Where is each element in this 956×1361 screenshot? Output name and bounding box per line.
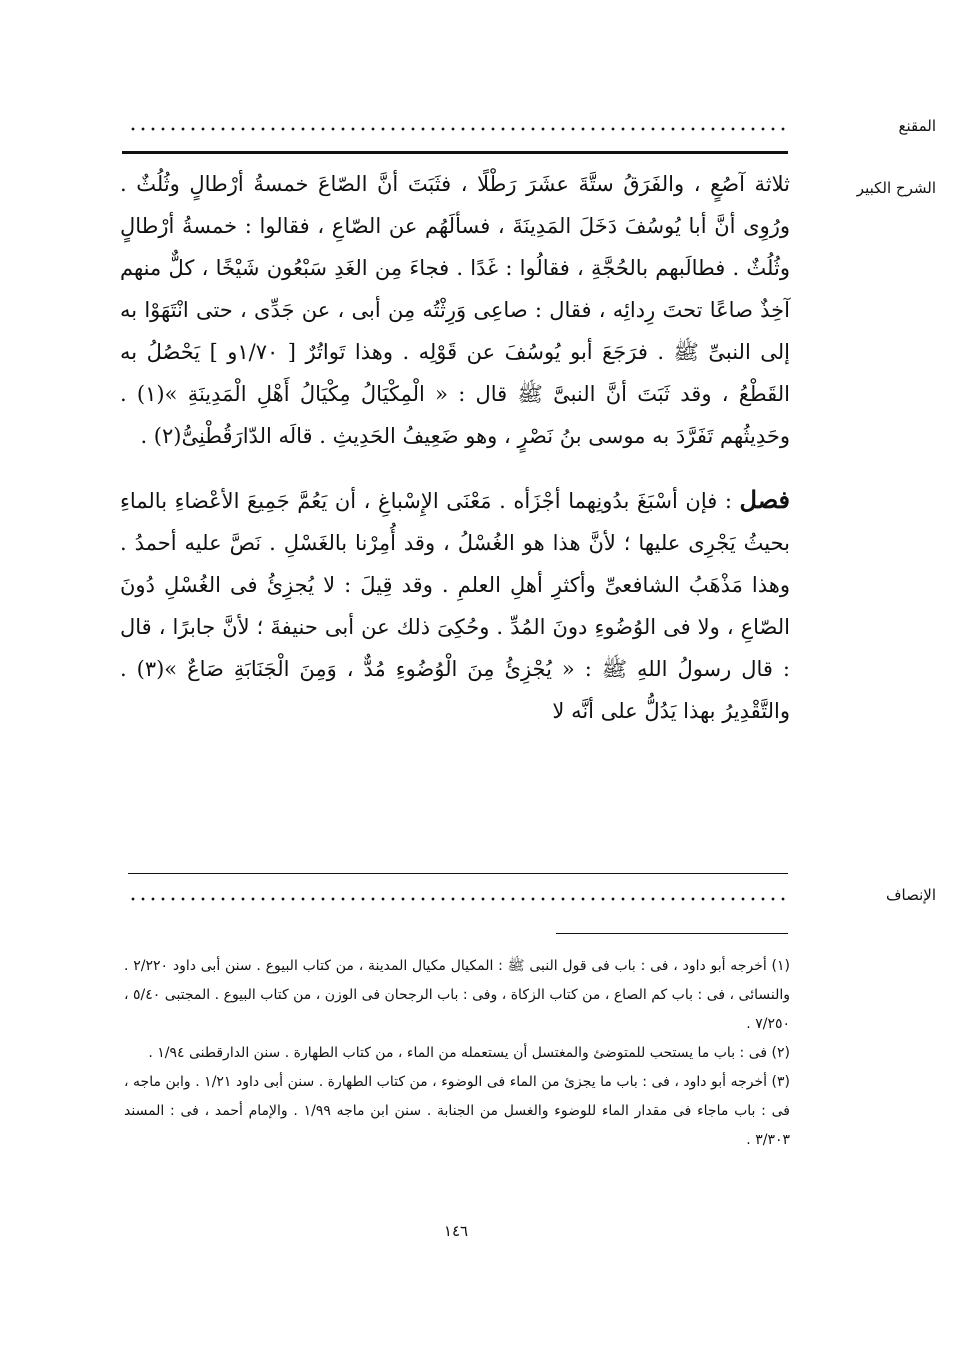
page-number: ١٤٦ — [443, 1222, 469, 1240]
footnote-1: (١) أخرجه أبو داود ، فى : باب فى قول النبى ﷺ : المكيال مكيال المدينة ، من كتاب البيوع . سنن أبى داود ٢/٢٢٠ . والنسائى ، فى : باب كم الصاع ، من كتاب الزكاة ، وفى : باب الرجحان فى الوزن ، من كتاب البيوع . المجتبى ٥/٤٠ ، ٧/٢٥٠ . — [124, 958, 791, 1032]
footnote-3: (٣) أخرجه أبو داود ، فى : باب ما يجزئ من الماء فى الوضوء ، من كتاب الطهارة . سنن أبى داود ١/٢١ . وابن ماجه ، فى : باب ماجاء فى مقدار الماء للوضوء والغسل من الجنابة . سنن ابن ماجه ١/٩٩ . والإمام أحمد ، فى : المسند ٣/٣٠٣ . — [124, 1074, 790, 1148]
muqni-dotted-line — [128, 127, 788, 131]
footnote-separator — [556, 933, 788, 934]
footnotes — [124, 952, 790, 1155]
main-text-bottom-rule — [128, 873, 788, 874]
insaf-dotted-line — [128, 897, 788, 901]
paragraph-1: ثلاثة آصُعٍ ، والفَرَقُ ستَّةَ عشَرَ رَطْلًا ، فثَبَتَ أنَّ الصّاعَ خمسةُ أرْطالٍ وثُلُثٌ . ورُوِى أنَّ أبا يُوسُفَ دَخَلَ المَدِينَةَ ، فسألَهُم عن الصّاعِ ، فقالوا : خمسةُ أرْطالٍ وثُلُثٌ . فطالَبهم بالحُجَّةِ ، فقالُوا : غَدًا . فجاءَ مِن الغَدِ سَبْعُون شَيْخًا ، كلٌّ منهم آخِذٌ صاعًا تحتَ رِدائِه ، فقال : صاعِى وَرِثْتُه مِن أبى ، عن جَدِّى ، حتى انْتَهَوْا به إلى النبىِّ ﷺ . فرَجَعَ أبو يُوسُفَ عن قَوْلِه . وهذا تَواتُرٌ [ ١/٧٠و ] يَحْصُلُ به القَطْعُ ، وقد ثَبَتَ أنَّ النبىَّ ﷺ قال : « الْمِكْيَالُ مِكْيَالُ أَهْلِ الْمَدِينَةِ »(١) . وحَدِيثُهم تَفَرَّدَ به موسى بنُ نَصْرٍ ، وهو ضَعِيفُ الحَدِيثِ . قالَه الدّارَقُطْنِىُّ(٢) . — [120, 172, 790, 448]
paragraph-2-text: : فإن أسْبَغَ بدُونِهما أجْزَأه . مَعْنَى الإِسْباغِ ، أن يَعُمَّ جَمِيعَ الأعْضاءِ بالماءِ بحيثُ يَجْرِى عليها ؛ لأنَّ هذا هو الغُسْلُ ، وقد أُمِرْنا بالغَسْلِ . نَصَّ عليه أحمدُ . وهذا مَذْهَبُ الشافعىِّ وأكثرِ أهلِ العلمِ . وقد قِيلَ : لا يُجزِئُ فى الغُسْلِ دُونَ الصّاعِ ، ولا فى الوُضُوءِ دونَ المُدِّ . وحُكِىَ ذلك عن أبى حنيفةَ ؛ لأنَّ جابرًا ، قال : قال رسولُ اللهِ ﷺ : « يُجْزِئُ مِنَ الْوُضُوءِ مُدٌّ ، وَمِنَ الْجَنَابَةِ صَاعٌ »(٣) . والتَّقْدِيرُ بهذا يَدُلُّ على أنَّه لا — [120, 489, 790, 723]
muqni-label: المقنع — [898, 117, 936, 135]
paragraph-2 — [120, 479, 790, 732]
section-rule — [122, 151, 788, 154]
fasl-heading: فصل — [739, 485, 790, 514]
footnote-2: (٢) فى : باب ما يستحب للمتوضئ والمغتسل أن يستعمله من الماء ، من كتاب الطهارة . سنن الدارقطنى ١/٩٤ . — [148, 1045, 790, 1061]
main-text — [120, 163, 790, 732]
insaf-label: الإنصاف — [885, 886, 936, 904]
sharh-label: الشرح الكبير — [856, 179, 936, 197]
